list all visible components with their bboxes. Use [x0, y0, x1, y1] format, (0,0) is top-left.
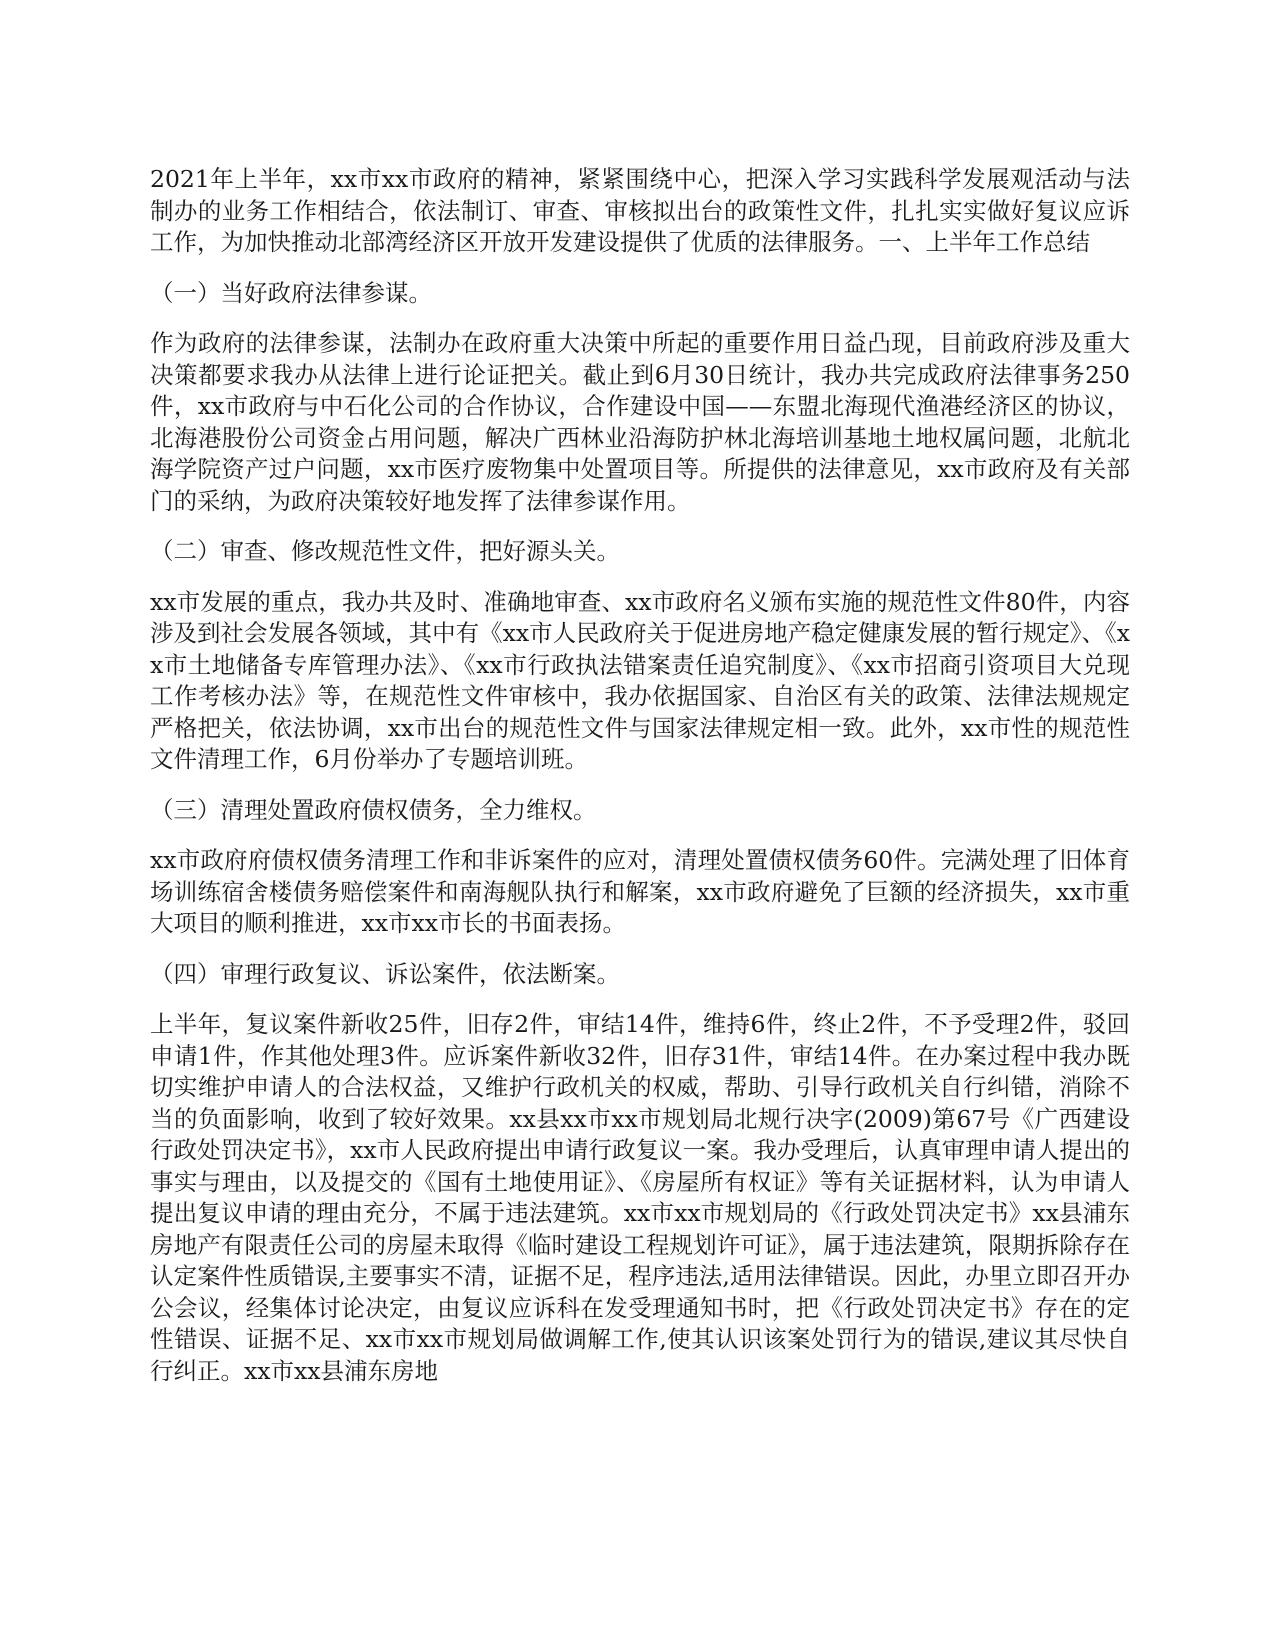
- section-heading-1: （一）当好政府法律参谋。: [150, 278, 432, 307]
- section-heading-3: （三）清理处置政府债权债务，全力维权。: [150, 795, 597, 824]
- section-3-paragraph: xx市政府府债权债务清理工作和非诉案件的应对，清理处置债权债务60件。完满处理了旧体育场训练宿舍楼债务赔偿案件和南海舰队执行和解案，xx市政府避免了巨额的经济损失，xx市重大项目的顺利推进，xx市xx市长的书面表扬。: [150, 846, 1130, 937]
- section-heading-4: （四）审理行政复议、诉讼案件，依法断案。: [150, 959, 620, 988]
- section-1-paragraph: 作为政府的法律参谋，法制办在政府重大决策中所起的重要作用日益凸现，目前政府涉及重大决策都要求我办从法律上进行论证把关。截止到6月30日统计，我办共完成政府法律事务250件，xx市政府与中石化公司的合作协议，合作建设中国——东盟北海现代渔港经济区的协议，北海港股份公司资金占用问题，解决广西林业沿海防护林北海培训基地土地权属问题，北航北海学院资产过户问题，xx市医疗废物集中处置项目等。所提供的法律意见，xx市政府及有关部门的采纳，为政府决策较好地发挥了法律参谋作用。: [150, 329, 1130, 515]
- section-4-paragraph: 上半年，复议案件新收25件，旧存2件，审结14件，维持6件，终止2件，不予受理2件，驳回申请1件，作其他处理3件。应诉案件新收32件，旧存31件，审结14件。在办案过程中我办既切实维护申请人的合法权益，又维护行政机关的权威，帮助、引导行政机关自行纠错，消除不当的负面影响，收到了较好效果。xx县xx市xx市规划局北规行决字(2009)第67号《广西建设行政处罚决定书》，xx市人民政府提出申请行政复议一案。我办受理后，认真审理申请人提出的事实与理由，以及提交的《国有土地使用证》、《房屋所有权证》等有关证据材料，认为申请人提出复议申请的理由充分，不属于违法建筑。xx市xx市规划局的《行政处罚决定书》xx县浦东房地产有限责任公司的房屋未取得《临时建设工程规划许可证》，属于违法建筑，限期拆除存在认定案件性质错误,主要事实不清，证据不足，程序违法,适用法律错误。因此，办里立即召开办公会议，经集体讨论决定，由复议应诉科在发受理通知书时，把《行政处罚决定书》存在的定性错误、证据不足、xx市xx市规划局做调解工作,使其认识该案处罚行为的错误,建议其尽快自行纠正。xx市xx县浦东房地: [150, 1010, 1130, 1385]
- document-page: [150, 164, 1130, 1406]
- intro-paragraph: 2021年上半年，xx市xx市政府的精神，紧紧围绕中心，把深入学习实践科学发展观活动与法制办的业务工作相结合，依法制订、审查、审核拟出台的政策性文件，扎扎实实做好复议应诉工作，为加快推动北部湾经济区开放开发建设提供了优质的法律服务。一、上半年工作总结: [150, 165, 1130, 256]
- section-2-paragraph: xx市发展的重点，我办共及时、准确地审查、xx市政府名义颁布实施的规范性文件80件，内容涉及到社会发展各领域，其中有《xx市人民政府关于促进房地产稳定健康发展的暂行规定》、《xx市土地储备专库管理办法》、《xx市行政执法错案责任追究制度》、《xx市招商引资项目大兑现工作考核办法》等，在规范性文件审核中，我办依据国家、自治区有关的政策、法律法规规定严格把关，依法协调，xx市出台的规范性文件与国家法律规定相一致。此外，xx市性的规范性文件清理工作，6月份举办了专题培训班。: [150, 587, 1130, 773]
- section-heading-2: （二）审查、修改规范性文件，把好源头关。: [150, 537, 620, 565]
